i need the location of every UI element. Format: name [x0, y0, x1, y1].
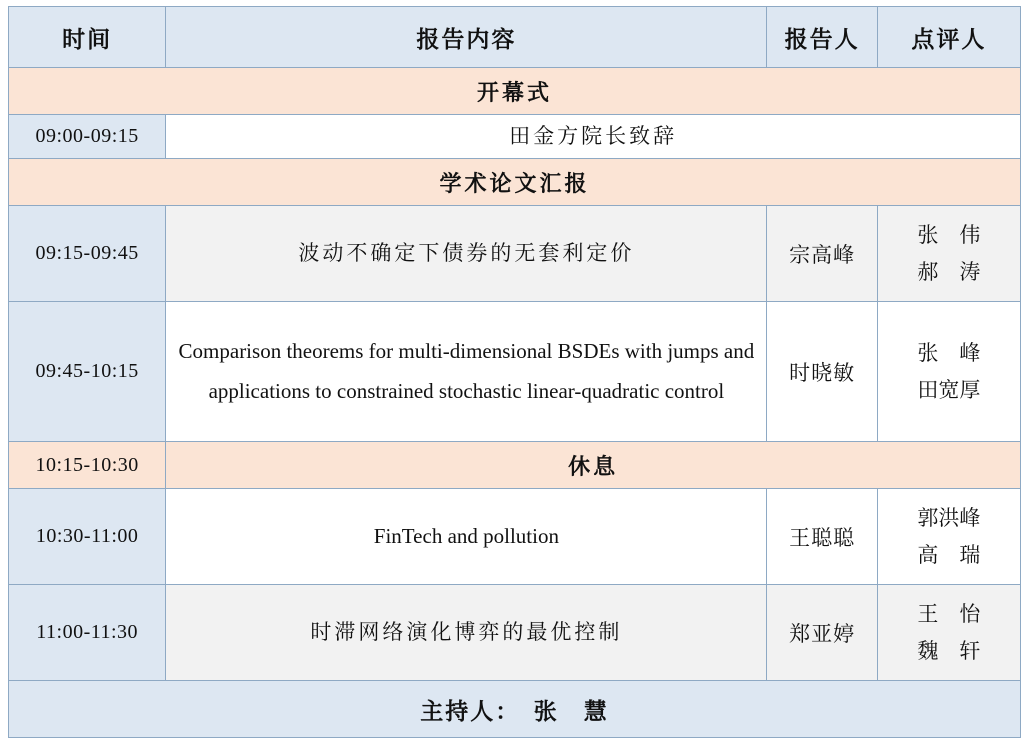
- row-time: 10:30-11:00: [9, 489, 166, 585]
- reviewer-name: 张 伟: [917, 222, 981, 247]
- section-row-break: [9, 442, 1021, 489]
- column-header-time: 时间: [9, 7, 166, 68]
- reviewer-name: 王 怡: [917, 601, 981, 626]
- conference-schedule-table: [8, 6, 1021, 738]
- reviewer-name: 田宽厚: [917, 377, 981, 402]
- table-row: [9, 585, 1021, 681]
- row-topic: FinTech and pollution: [166, 489, 767, 585]
- table-row: [9, 489, 1021, 585]
- row-speaker: 宗高峰: [767, 206, 877, 302]
- table-footer-row: [9, 681, 1021, 738]
- row-time: 11:00-11:30: [9, 585, 166, 681]
- table-row: [9, 206, 1021, 302]
- column-header-speaker: 报告人: [767, 7, 877, 68]
- row-topic: 田金方院长致辞: [166, 115, 1021, 159]
- host-label: 主持人： 张 慧: [9, 681, 1021, 738]
- reviewer-name: 魏 轩: [917, 638, 981, 663]
- reviewer-name: 郭洪峰: [917, 505, 981, 530]
- reviewer-name: 郝 涛: [917, 259, 981, 284]
- row-time: 09:00-09:15: [9, 115, 166, 159]
- column-header-reviewer: 点评人: [877, 7, 1020, 68]
- row-speaker: 王聪聪: [767, 489, 877, 585]
- row-topic: 波动不确定下债券的无套利定价: [166, 206, 767, 302]
- row-reviewers: [877, 585, 1020, 681]
- row-time: 09:15-09:45: [9, 206, 166, 302]
- section-row-academic: [9, 159, 1021, 206]
- row-speaker: 时晓敏: [767, 302, 877, 442]
- row-time: 10:15-10:30: [9, 442, 166, 489]
- section-row-opening: [9, 68, 1021, 115]
- section-title: 休息: [166, 442, 1021, 489]
- row-time: 09:45-10:15: [9, 302, 166, 442]
- table-row: [9, 115, 1021, 159]
- table-row: [9, 302, 1021, 442]
- row-topic: 时滞网络演化博弈的最优控制: [166, 585, 767, 681]
- table-header-row: [9, 7, 1021, 68]
- row-reviewers: [877, 206, 1020, 302]
- reviewer-name: 张 峰: [917, 340, 981, 365]
- column-header-topic: 报告内容: [166, 7, 767, 68]
- row-reviewers: [877, 489, 1020, 585]
- section-title: 开幕式: [9, 68, 1021, 115]
- row-speaker: 郑亚婷: [767, 585, 877, 681]
- row-topic: Comparison theorems for multi-dimensional BSDEs with jumps and applications to constrained stochastic linear-quadratic control: [166, 302, 767, 442]
- row-reviewers: [877, 302, 1020, 442]
- section-title: 学术论文汇报: [9, 159, 1021, 206]
- reviewer-name: 高 瑞: [917, 542, 981, 567]
